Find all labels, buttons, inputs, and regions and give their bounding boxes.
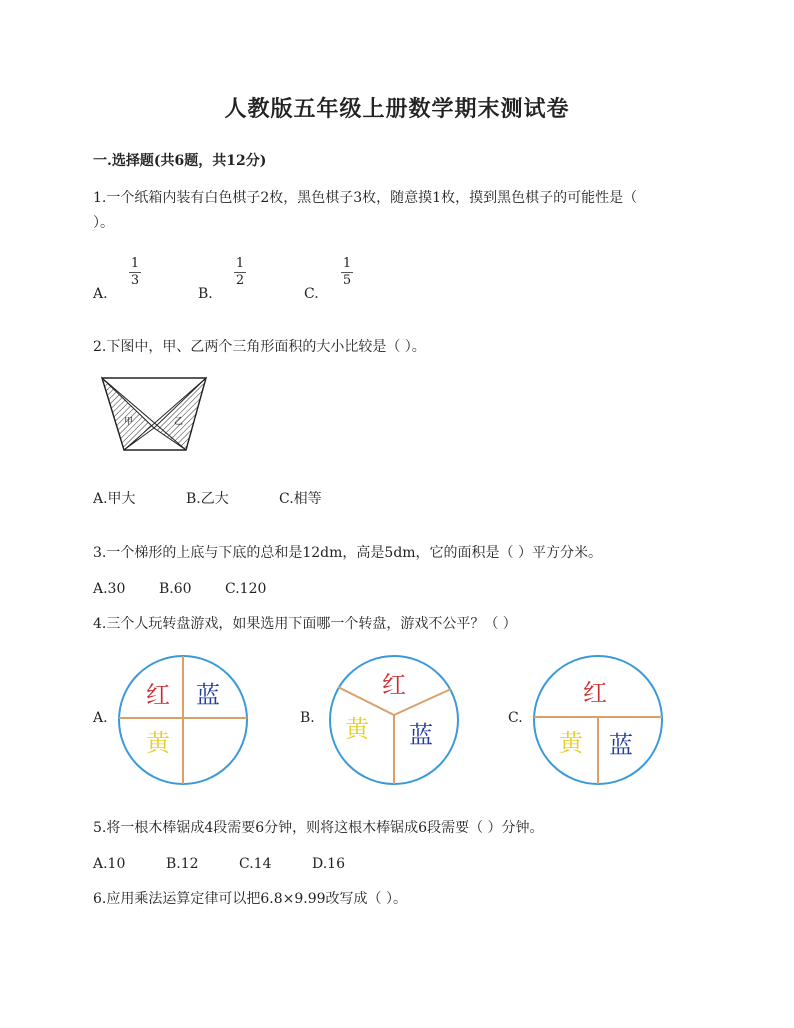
q4-option-c-label[interactable]: C. — [508, 710, 523, 726]
q1-option-b-numerator: 1 — [235, 256, 245, 271]
q4-option-a-label[interactable]: A. — [93, 710, 108, 726]
q1-option-c-fraction — [341, 257, 353, 288]
q1-option-c-label[interactable]: C. — [304, 286, 319, 302]
spinner-b-red: 红 — [382, 671, 406, 699]
q1-option-a-fraction — [129, 257, 141, 288]
spinner-c-yellow: 黄 — [559, 729, 583, 757]
q1-option-b-denominator: 2 — [235, 273, 245, 288]
spinner-c-blue: 蓝 — [609, 731, 633, 759]
q1-option-b-fraction — [234, 257, 246, 288]
q5-option-b[interactable]: B.12 — [166, 856, 199, 872]
page-title: 人教版五年级上册数学期末测试卷 — [224, 96, 570, 122]
question-6-text: 6.应用乘法运算定律可以把6.8×9.99改写成（ ）。 — [93, 891, 407, 907]
question-1-text-line2: ）。 — [93, 215, 114, 231]
question-2-text: 2.下图中，甲、乙两个三角形面积的大小比较是（ ）。 — [93, 339, 426, 355]
q3-option-b[interactable]: B.60 — [159, 581, 192, 597]
spinner-c-red: 红 — [583, 679, 607, 707]
q1-option-c-numerator: 1 — [342, 256, 352, 271]
q3-option-c[interactable]: C.120 — [225, 581, 267, 597]
triangle-yi — [154, 378, 206, 450]
q5-option-d[interactable]: D.16 — [312, 856, 345, 872]
question-3-text: 3.一个梯形的上底与下底的总和是12dm，高是5dm，它的面积是（ ）平方分米。 — [93, 545, 603, 561]
q1-option-a-numerator: 1 — [130, 256, 140, 271]
q4-option-b-label[interactable]: B. — [300, 710, 315, 726]
trapezoid-figure — [98, 376, 212, 456]
q1-option-a-label[interactable]: A. — [93, 286, 108, 302]
q5-option-c[interactable]: C.14 — [239, 856, 272, 872]
q1-option-b-label[interactable]: B. — [198, 286, 213, 302]
q3-option-a[interactable]: A.30 — [93, 581, 126, 597]
question-1-text-line1: 1.一个纸箱内装有白色棋子2枚，黑色棋子3枚，随意摸1枚，摸到黑色棋子的可能性是（ — [93, 190, 638, 206]
label-yi: 乙 — [174, 417, 184, 427]
q1-option-a-denominator: 3 — [130, 273, 140, 288]
spinner-a-red: 红 — [146, 681, 170, 709]
question-5-text: 5.将一根木棒锯成4段需要6分钟，则将这根木棒锯成6段需要（ ）分钟。 — [93, 820, 544, 836]
spinner-b-yellow: 黄 — [345, 715, 369, 743]
question-1 — [93, 186, 693, 236]
q1-option-c-denominator: 5 — [342, 273, 352, 288]
spinner-a[interactable] — [114, 651, 252, 789]
spinner-b[interactable] — [325, 651, 463, 789]
spinner-c[interactable] — [529, 651, 667, 789]
triangle-jia — [102, 378, 154, 450]
q5-option-a[interactable]: A.10 — [93, 856, 126, 872]
spinner-b-blue: 蓝 — [409, 721, 433, 749]
label-jia: 甲 — [124, 417, 134, 427]
q2-option-b[interactable]: B.乙大 — [186, 491, 229, 507]
section-title: 一.选择题(共6题，共12分) — [93, 153, 267, 169]
spinner-a-yellow: 黄 — [146, 729, 170, 757]
q2-option-a[interactable]: A.甲大 — [93, 491, 136, 507]
question-4-text: 4.三个人玩转盘游戏，如果选用下面哪一个转盘，游戏不公平？（ ） — [93, 616, 517, 632]
q2-option-c[interactable]: C.相等 — [279, 491, 322, 507]
spinner-a-blue: 蓝 — [196, 681, 220, 709]
